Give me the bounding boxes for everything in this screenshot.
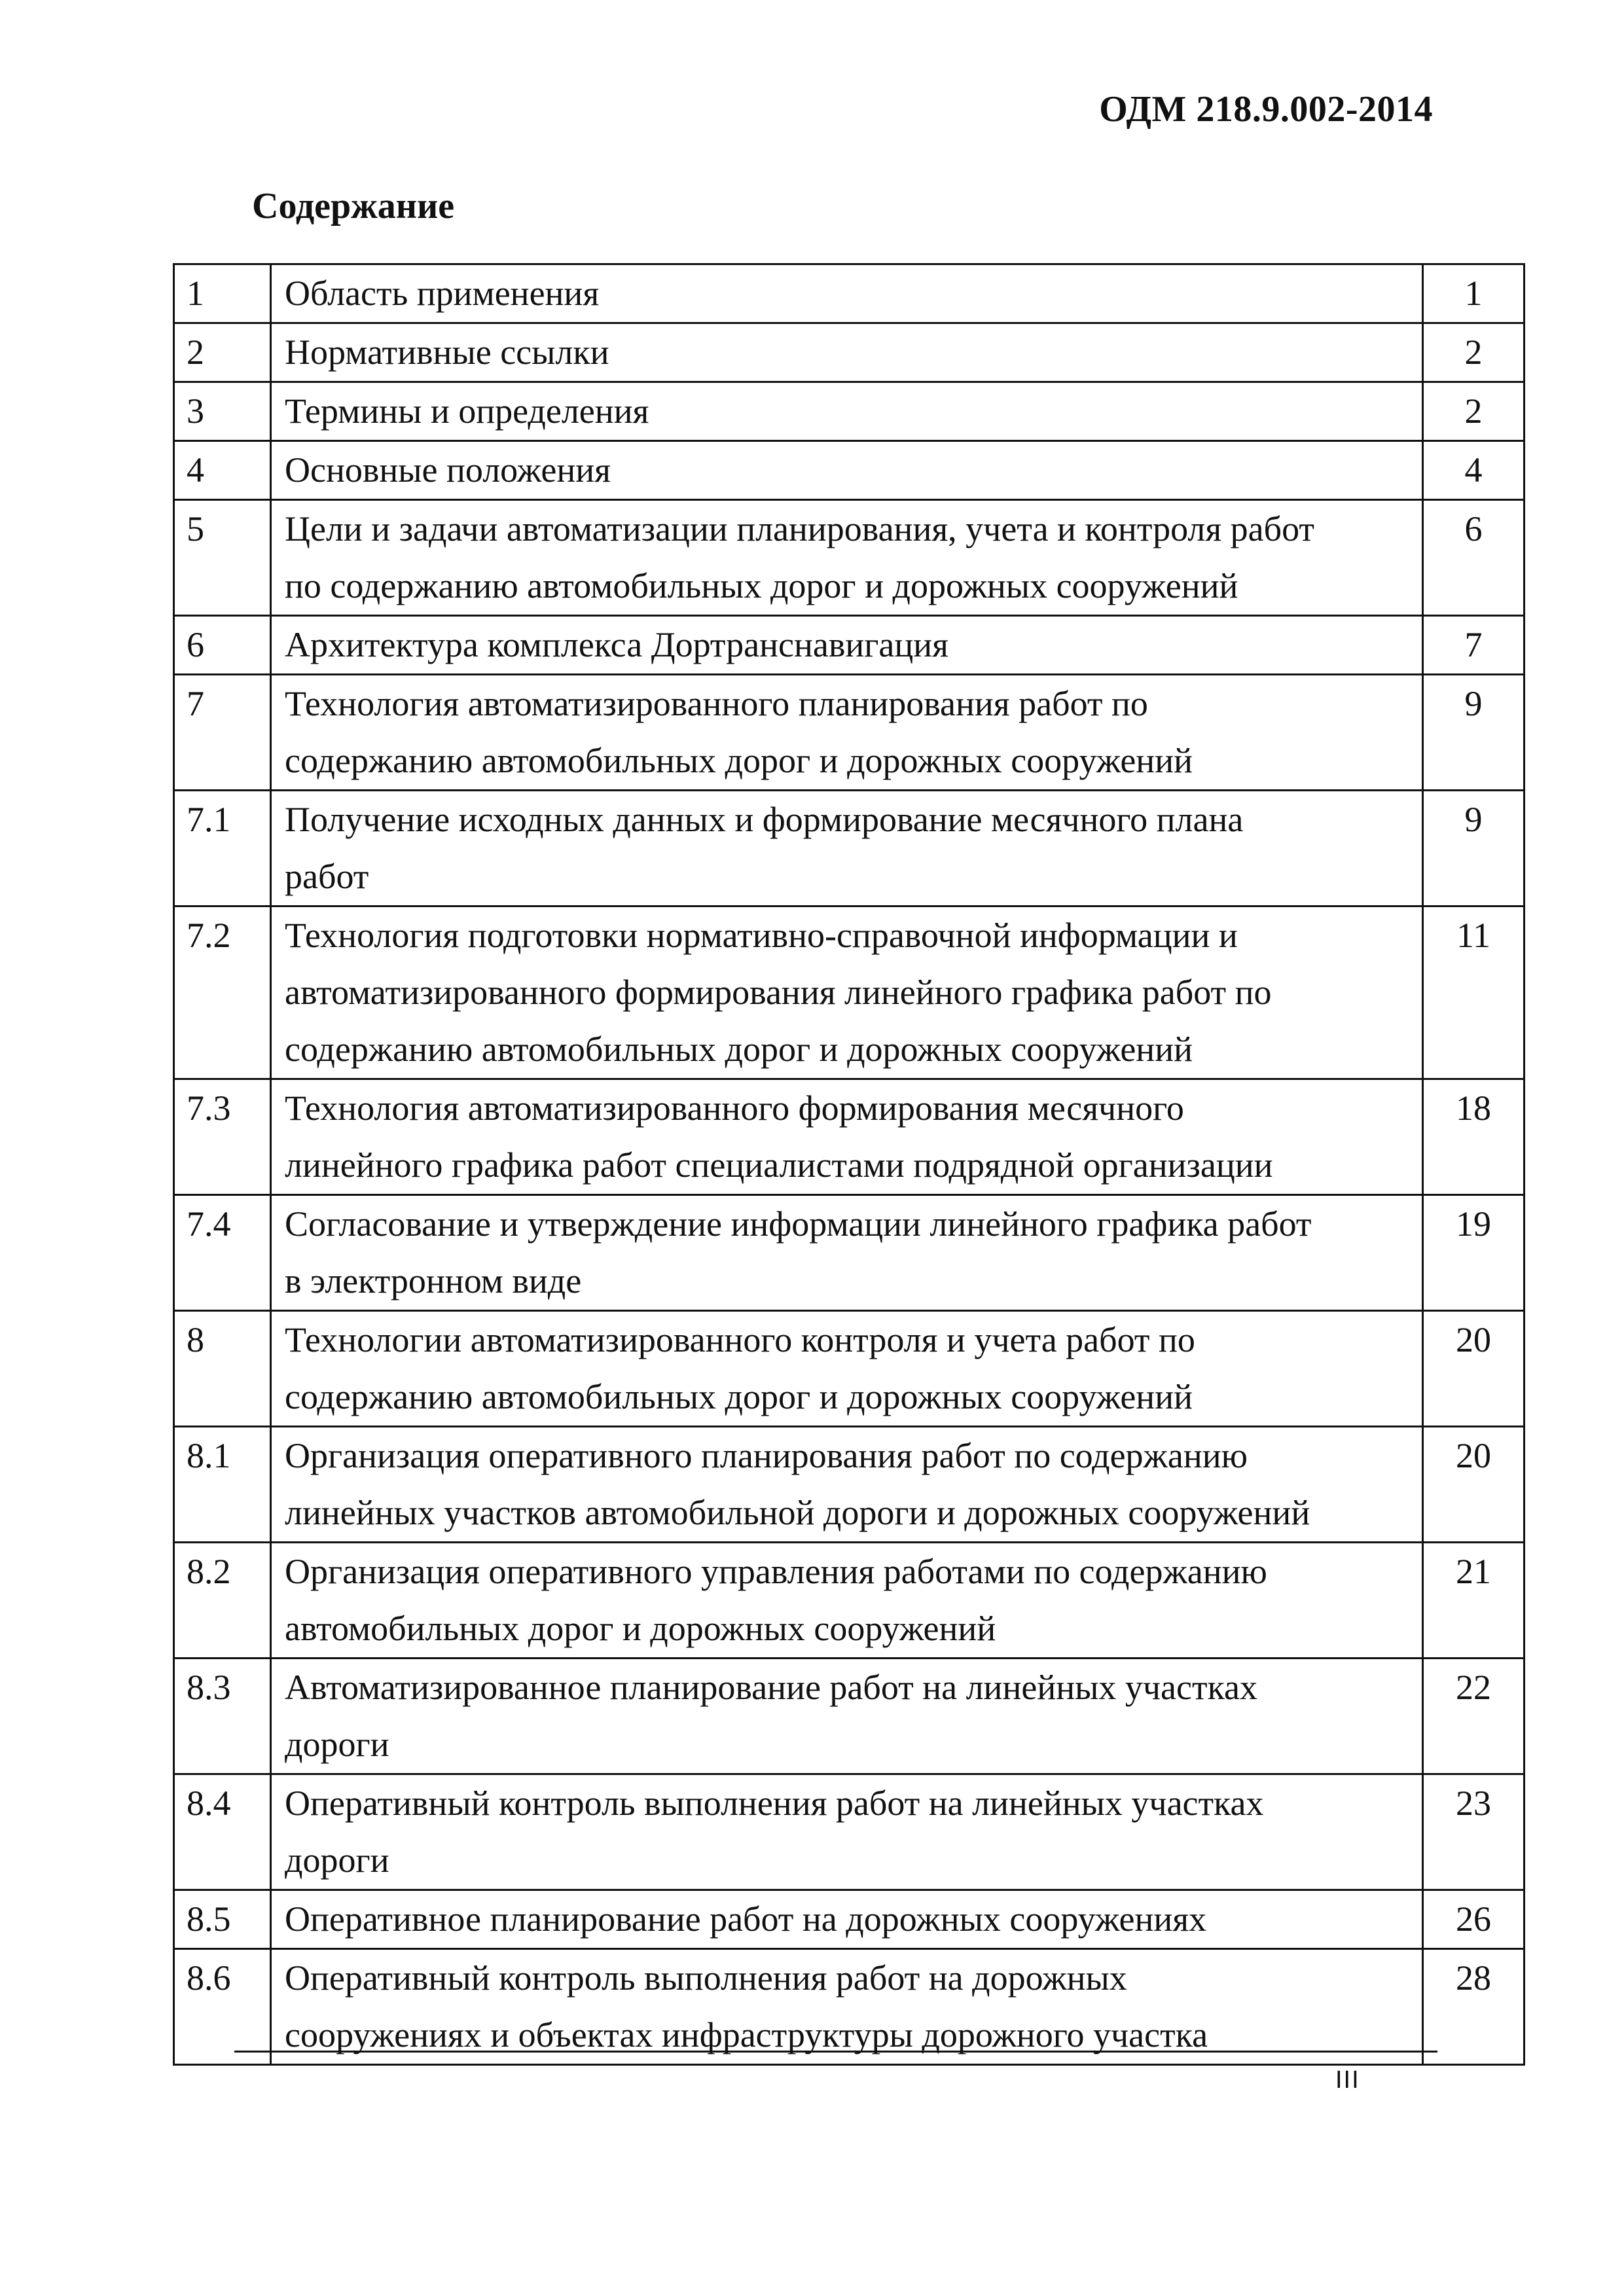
toc-section-number: 5 <box>174 500 271 616</box>
toc-title-line: Оперативный контроль выполнения работ на дорожных <box>285 1958 1127 1998</box>
toc-page-number: 4 <box>1423 441 1525 500</box>
toc-row <box>174 1079 1525 1195</box>
toc-title: Содержание <box>252 186 455 226</box>
toc-title-line: Технология автоматизированного формирования месячного <box>285 1088 1184 1128</box>
toc-title-line: сооружениях и объектах инфраструктуры дорожного участка <box>285 2015 1208 2054</box>
toc-title-line: содержанию автомобильных дорог и дорожных сооружений <box>285 1030 1193 1069</box>
toc-section-number: 2 <box>174 323 271 382</box>
toc-page-number: 11 <box>1423 906 1525 1079</box>
toc-section-number: 8 <box>174 1311 271 1427</box>
toc-title-line: работ <box>285 857 369 896</box>
toc-section-number: 4 <box>174 441 271 500</box>
toc-page-number: 7 <box>1423 616 1525 675</box>
toc-section-number: 6 <box>174 616 271 675</box>
toc-page-number: 1 <box>1423 264 1525 323</box>
toc-section-number: 8.5 <box>174 1890 271 1949</box>
toc-row <box>174 1890 1525 1949</box>
toc-section-number: 8.3 <box>174 1659 271 1774</box>
toc-section-title <box>271 906 1423 1079</box>
toc-title-line: содержанию автомобильных дорог и дорожных сооружений <box>285 1377 1193 1416</box>
toc-title-line: Оперативный контроль выполнения работ на линейных участках <box>285 1784 1264 1823</box>
toc-section-number: 8.1 <box>174 1427 271 1543</box>
toc-title-line: Нормативные ссылки <box>285 332 609 372</box>
toc-page-number: 2 <box>1423 382 1525 441</box>
toc-page-number: 18 <box>1423 1079 1525 1195</box>
toc-page-number: 26 <box>1423 1890 1525 1949</box>
toc-title-line: Согласование и утверждение информации линейного графика работ <box>285 1204 1312 1244</box>
toc-page-number: 2 <box>1423 323 1525 382</box>
toc-table <box>173 263 1525 2066</box>
toc-section-number: 7.4 <box>174 1195 271 1311</box>
toc-title-line: Организация оперативного управления работами по содержанию <box>285 1552 1267 1591</box>
toc-row <box>174 500 1525 616</box>
toc-page-number: 20 <box>1423 1427 1525 1543</box>
toc-section-number: 1 <box>174 264 271 323</box>
toc-title-line: Область применения <box>285 274 600 313</box>
toc-section-title <box>271 675 1423 791</box>
toc-row <box>174 1427 1525 1543</box>
toc-title-line: Архитектура комплекса Дортранснавигация <box>285 625 949 664</box>
toc-title-line: дороги <box>285 1840 389 1880</box>
footer-divider <box>234 2051 1437 2053</box>
toc-title-line: линейных участков автомобильной дороги и дорожных сооружений <box>285 1493 1310 1532</box>
page-number: III <box>1335 2066 1360 2094</box>
toc-section-title <box>271 500 1423 616</box>
document-code: ОДМ 218.9.002-2014 <box>1099 89 1433 130</box>
toc-title-line: дороги <box>285 1725 389 1764</box>
toc-section-title <box>271 1949 1423 2065</box>
toc-title-line: Автоматизированное планирование работ на линейных участках <box>285 1668 1257 1707</box>
toc-title-line: Получение исходных данных и формирование месячного плана <box>285 800 1244 839</box>
toc-row <box>174 264 1525 323</box>
toc-page-number: 9 <box>1423 675 1525 791</box>
toc-row <box>174 1311 1525 1427</box>
toc-section-title <box>271 441 1423 500</box>
toc-row <box>174 323 1525 382</box>
toc-section-title <box>271 382 1423 441</box>
toc-page-number: 20 <box>1423 1311 1525 1427</box>
toc-section-title <box>271 1427 1423 1543</box>
toc-title-line: Технологии автоматизированного контроля и учета работ по <box>285 1320 1195 1359</box>
toc-row <box>174 1774 1525 1890</box>
toc-section-title <box>271 1659 1423 1774</box>
toc-row <box>174 441 1525 500</box>
toc-page-number: 23 <box>1423 1774 1525 1890</box>
toc-section-number: 8.2 <box>174 1543 271 1659</box>
toc-section-title <box>271 1543 1423 1659</box>
toc-section-number: 7.2 <box>174 906 271 1079</box>
toc-row <box>174 675 1525 791</box>
toc-section-title <box>271 1774 1423 1890</box>
toc-title-line: Технология автоматизированного планирования работ по <box>285 684 1148 723</box>
toc-section-title <box>271 264 1423 323</box>
toc-page-number: 19 <box>1423 1195 1525 1311</box>
toc-title-line: Основные положения <box>285 450 611 490</box>
toc-section-title <box>271 323 1423 382</box>
toc-section-title <box>271 791 1423 906</box>
toc-row <box>174 906 1525 1079</box>
toc-page-number: 28 <box>1423 1949 1525 2065</box>
toc-section-number: 7 <box>174 675 271 791</box>
toc-title-line: автомобильных дорог и дорожных сооружений <box>285 1609 996 1648</box>
toc-title-line: Оперативное планирование работ на дорожных сооружениях <box>285 1899 1207 1939</box>
toc-row <box>174 382 1525 441</box>
toc-section-title <box>271 1079 1423 1195</box>
toc-row <box>174 1949 1525 2065</box>
toc-title-line: линейного графика работ специалистами подрядной организации <box>285 1145 1273 1185</box>
toc-section-title <box>271 1311 1423 1427</box>
toc-title-line: автоматизированного формирования линейного графика работ по <box>285 973 1272 1012</box>
toc-section-title <box>271 1890 1423 1949</box>
toc-page-number: 6 <box>1423 500 1525 616</box>
toc-title-line: в электронном виде <box>285 1261 582 1300</box>
toc-title-line: Термины и определения <box>285 391 649 431</box>
toc-title-line: Организация оперативного планирования работ по содержанию <box>285 1436 1248 1475</box>
toc-section-title <box>271 1195 1423 1311</box>
toc-title-line: содержанию автомобильных дорог и дорожных сооружений <box>285 741 1193 780</box>
toc-body <box>174 264 1525 2065</box>
toc-page-number: 21 <box>1423 1543 1525 1659</box>
toc-section-number: 7.3 <box>174 1079 271 1195</box>
toc-title-line: Технология подготовки нормативно-справочной информации и <box>285 916 1238 955</box>
toc-title-line: Цели и задачи автоматизации планирования, учета и контроля работ <box>285 509 1314 548</box>
toc-row <box>174 616 1525 675</box>
toc-row <box>174 1659 1525 1774</box>
toc-title-line: по содержанию автомобильных дорог и дорожных сооружений <box>285 566 1238 605</box>
toc-row <box>174 1195 1525 1311</box>
toc-row <box>174 791 1525 906</box>
toc-section-number: 7.1 <box>174 791 271 906</box>
toc-page-number: 22 <box>1423 1659 1525 1774</box>
toc-section-number: 8.4 <box>174 1774 271 1890</box>
toc-page-number: 9 <box>1423 791 1525 906</box>
toc-section-number: 3 <box>174 382 271 441</box>
toc-row <box>174 1543 1525 1659</box>
toc-section-title <box>271 616 1423 675</box>
toc-section-number: 8.6 <box>174 1949 271 2065</box>
